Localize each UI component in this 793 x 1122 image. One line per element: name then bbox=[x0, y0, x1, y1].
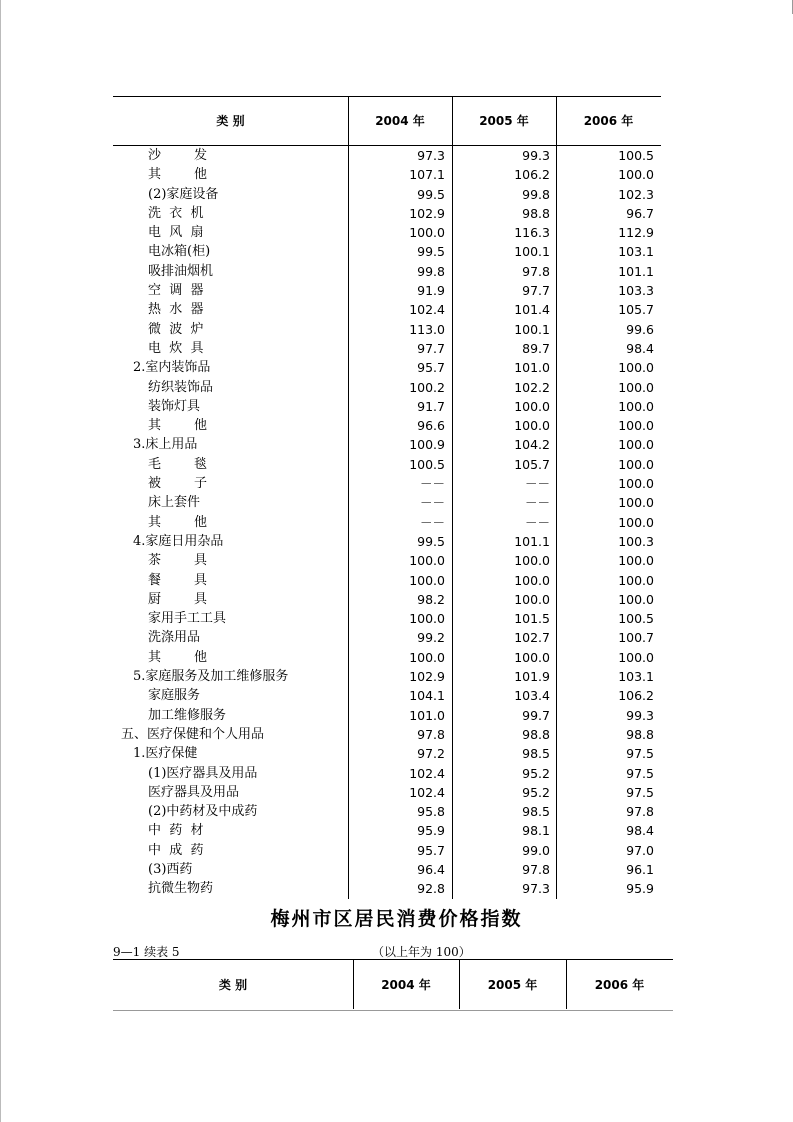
table-row bbox=[113, 783, 661, 802]
value-2006: 102.3 bbox=[618, 186, 654, 202]
row-label: 热 水 器 bbox=[148, 302, 204, 318]
row-label: 中 成 药 bbox=[148, 842, 204, 858]
value-2005: 97.8 bbox=[522, 861, 550, 877]
value-2004: 102.4 bbox=[409, 765, 445, 781]
value-2004: 104.1 bbox=[409, 688, 445, 704]
value-2004: 96.4 bbox=[417, 861, 445, 877]
value-2005: －－ bbox=[524, 495, 550, 511]
value-2005: 98.5 bbox=[522, 804, 550, 820]
value-2006: 100.0 bbox=[618, 379, 654, 395]
value-2005: 99.0 bbox=[522, 842, 550, 858]
row-label: 其 他 bbox=[148, 649, 208, 665]
row-label: 其 他 bbox=[148, 418, 208, 434]
value-2006: 100.0 bbox=[618, 495, 654, 511]
table-row bbox=[113, 628, 661, 647]
value-2004: 102.9 bbox=[409, 205, 445, 221]
value-2005: 101.0 bbox=[514, 360, 550, 376]
value-2006: 100.0 bbox=[618, 591, 654, 607]
value-2006: 97.5 bbox=[626, 765, 654, 781]
row-label: (2)中药材及中成药 bbox=[148, 804, 258, 820]
table-row bbox=[113, 320, 661, 339]
value-2006: 97.8 bbox=[626, 804, 654, 820]
table-row bbox=[113, 262, 661, 281]
row-label: 空 调 器 bbox=[148, 283, 204, 299]
value-2005: 101.5 bbox=[514, 611, 550, 627]
value-2005: 102.2 bbox=[514, 379, 550, 395]
value-2006: 100.0 bbox=[618, 572, 654, 588]
value-2005: 98.1 bbox=[522, 823, 550, 839]
table-row bbox=[113, 513, 661, 532]
value-2004: 97.7 bbox=[417, 340, 445, 356]
table-row bbox=[113, 223, 661, 242]
value-2006: 98.8 bbox=[626, 726, 654, 742]
row-label: 茶 具 bbox=[148, 553, 208, 569]
row-label: 中 药 材 bbox=[148, 823, 204, 839]
value-2004: 91.9 bbox=[417, 283, 445, 299]
row-label: 被 子 bbox=[148, 476, 208, 492]
table-row bbox=[113, 744, 661, 763]
value-2004: －－ bbox=[419, 476, 445, 492]
value-2005: 100.0 bbox=[514, 398, 550, 414]
base-note: （以上年为 100） bbox=[372, 945, 471, 959]
value-2006: 100.0 bbox=[618, 514, 654, 530]
table-row bbox=[113, 378, 661, 397]
table-row bbox=[113, 185, 661, 204]
value-2004: 101.0 bbox=[409, 707, 445, 723]
value-2004: 100.0 bbox=[409, 553, 445, 569]
value-2005: 98.5 bbox=[522, 746, 550, 762]
row-label: (1)医疗器具及用品 bbox=[148, 765, 258, 781]
value-2005: 99.8 bbox=[522, 186, 550, 202]
table-row bbox=[113, 821, 661, 840]
table-row bbox=[113, 435, 661, 454]
header-2005: 2005 年 bbox=[487, 978, 538, 992]
value-2005: 105.7 bbox=[514, 456, 550, 472]
value-2005: 97.7 bbox=[522, 283, 550, 299]
row-label: 沙 发 bbox=[148, 148, 208, 163]
row-label: 餐 具 bbox=[148, 572, 208, 588]
value-2004: 97.2 bbox=[417, 746, 445, 762]
value-2004: 102.4 bbox=[409, 302, 445, 318]
value-2006: 99.6 bbox=[626, 321, 654, 337]
table-row bbox=[113, 358, 661, 377]
row-label: 电冰箱(柜) bbox=[148, 244, 211, 260]
value-2006: 100.5 bbox=[618, 611, 654, 627]
table-row bbox=[113, 571, 661, 590]
column-divider bbox=[348, 96, 349, 899]
value-2006: 99.3 bbox=[626, 707, 654, 723]
value-2004: 100.9 bbox=[409, 437, 445, 453]
table-row bbox=[113, 725, 661, 744]
value-2004: 99.5 bbox=[417, 244, 445, 260]
value-2004: 95.7 bbox=[417, 360, 445, 376]
table-row bbox=[113, 416, 661, 435]
table-row bbox=[113, 532, 661, 551]
value-2004: 100.0 bbox=[409, 611, 445, 627]
value-2006: 103.3 bbox=[618, 283, 654, 299]
table-row bbox=[113, 455, 661, 474]
value-2004: －－ bbox=[419, 514, 445, 530]
continued-table bbox=[113, 959, 673, 1011]
row-label: 洗涤用品 bbox=[148, 630, 201, 646]
value-2005: 97.3 bbox=[522, 881, 550, 897]
value-2006: 97.5 bbox=[626, 746, 654, 762]
value-2004: 99.5 bbox=[417, 533, 445, 549]
row-label: 加工维修服务 bbox=[148, 707, 227, 723]
row-label: 纺织装饰品 bbox=[148, 379, 214, 395]
value-2006: 100.0 bbox=[618, 649, 654, 665]
value-2006: 112.9 bbox=[618, 225, 654, 241]
value-2006: 98.4 bbox=[626, 340, 654, 356]
value-2004: 99.8 bbox=[417, 263, 445, 279]
value-2006: 98.4 bbox=[626, 823, 654, 839]
value-2005: 101.9 bbox=[514, 669, 550, 685]
row-label: 2.室内装饰品 bbox=[133, 360, 211, 376]
value-2004: 92.8 bbox=[417, 881, 445, 897]
value-2006: 100.0 bbox=[618, 553, 654, 569]
value-2004: 100.0 bbox=[409, 649, 445, 665]
value-2005: 100.1 bbox=[514, 244, 550, 260]
value-2005: 100.0 bbox=[514, 553, 550, 569]
value-2005: 99.7 bbox=[522, 707, 550, 723]
value-2004: 95.7 bbox=[417, 842, 445, 858]
value-2005: 98.8 bbox=[522, 205, 550, 221]
row-label: 五、医疗保健和个人用品 bbox=[121, 726, 265, 742]
table-header bbox=[113, 959, 673, 1011]
value-2006: 100.7 bbox=[618, 630, 654, 646]
row-label: (3)西药 bbox=[148, 861, 193, 877]
table-row bbox=[113, 281, 661, 300]
value-2004: 100.0 bbox=[409, 572, 445, 588]
value-2006: 100.0 bbox=[618, 476, 654, 492]
value-2006: 106.2 bbox=[618, 688, 654, 704]
value-2005: 116.3 bbox=[514, 225, 550, 241]
table-number: 9—1 续表 5 bbox=[113, 945, 180, 959]
value-2006: 100.0 bbox=[618, 456, 654, 472]
value-2005: 100.0 bbox=[514, 591, 550, 607]
value-2005: 101.1 bbox=[514, 533, 550, 549]
row-label: 家庭服务 bbox=[148, 688, 201, 704]
table-row bbox=[113, 493, 661, 512]
table-row bbox=[113, 551, 661, 570]
page-edge-line bbox=[0, 0, 1, 1122]
value-2006: 95.9 bbox=[626, 881, 654, 897]
row-label: 5.家庭服务及加工维修服务 bbox=[133, 669, 289, 685]
table-row bbox=[113, 764, 661, 783]
value-2004: 100.2 bbox=[409, 379, 445, 395]
row-label: 1.医疗保健 bbox=[133, 746, 198, 762]
table-row bbox=[113, 802, 661, 821]
table-row bbox=[113, 706, 661, 725]
table-row bbox=[113, 339, 661, 358]
column-divider bbox=[459, 959, 460, 1009]
value-2006: 100.5 bbox=[618, 148, 654, 163]
value-2004: 95.9 bbox=[417, 823, 445, 839]
table-header bbox=[113, 96, 661, 146]
header-2006: 2006 年 bbox=[583, 114, 634, 128]
column-divider bbox=[556, 96, 557, 899]
value-2006: 100.0 bbox=[618, 360, 654, 376]
value-2005: 101.4 bbox=[514, 302, 550, 318]
header-2005: 2005 年 bbox=[479, 114, 529, 128]
value-2004: －－ bbox=[419, 495, 445, 511]
value-2006: 97.5 bbox=[626, 784, 654, 800]
table-row bbox=[113, 204, 661, 223]
table-row bbox=[113, 300, 661, 319]
value-2005: －－ bbox=[524, 476, 550, 492]
value-2005: 95.2 bbox=[522, 765, 550, 781]
table-row bbox=[113, 590, 661, 609]
value-2004: 91.7 bbox=[417, 398, 445, 414]
row-label: 医疗器具及用品 bbox=[148, 784, 240, 800]
table-row bbox=[113, 667, 661, 686]
value-2006: 97.0 bbox=[626, 842, 654, 858]
table-row bbox=[113, 242, 661, 261]
value-2005: －－ bbox=[524, 514, 550, 530]
value-2005: 89.7 bbox=[522, 340, 550, 356]
value-2004: 96.6 bbox=[417, 418, 445, 434]
row-label: 家用手工工具 bbox=[148, 611, 227, 627]
row-label: 其 他 bbox=[148, 167, 208, 183]
value-2006: 100.0 bbox=[618, 398, 654, 414]
table-row bbox=[113, 648, 661, 667]
value-2006: 103.1 bbox=[618, 669, 654, 685]
table-row bbox=[113, 686, 661, 705]
value-2004: 97.8 bbox=[417, 726, 445, 742]
value-2006: 105.7 bbox=[618, 302, 654, 318]
table-row bbox=[113, 165, 661, 184]
value-2004: 107.1 bbox=[409, 167, 445, 183]
row-label: 洗 衣 机 bbox=[148, 205, 204, 221]
value-2005: 103.4 bbox=[514, 688, 550, 704]
value-2005: 100.0 bbox=[514, 649, 550, 665]
row-label: 厨 具 bbox=[148, 591, 208, 607]
header-2004: 2004 年 bbox=[381, 978, 431, 992]
row-label: 床上套件 bbox=[148, 495, 201, 511]
value-2004: 99.2 bbox=[417, 630, 445, 646]
value-2006: 96.1 bbox=[626, 861, 654, 877]
row-label: 4.家庭日用杂品 bbox=[133, 533, 224, 549]
header-category: 类 别 bbox=[218, 978, 248, 992]
value-2005: 100.0 bbox=[514, 418, 550, 434]
table-row bbox=[113, 397, 661, 416]
row-label: 装饰灯具 bbox=[148, 398, 201, 414]
row-label: 电 风 扇 bbox=[148, 225, 204, 241]
header-2004: 2004 年 bbox=[375, 114, 425, 128]
value-2004: 100.0 bbox=[409, 225, 445, 241]
value-2006: 103.1 bbox=[618, 244, 654, 260]
page-title: 梅州市区居民消费价格指数 bbox=[270, 908, 523, 930]
value-2006: 96.7 bbox=[626, 205, 654, 221]
value-2006: 100.3 bbox=[618, 533, 654, 549]
table-row bbox=[113, 879, 661, 898]
table-body bbox=[113, 146, 661, 899]
value-2004: 102.9 bbox=[409, 669, 445, 685]
row-label: 毛 毯 bbox=[148, 456, 208, 472]
value-2005: 95.2 bbox=[522, 784, 550, 800]
row-label: 抗微生物药 bbox=[148, 881, 214, 897]
table-row bbox=[113, 146, 661, 165]
column-divider bbox=[566, 959, 567, 1009]
value-2005: 100.1 bbox=[514, 321, 550, 337]
table-row bbox=[113, 841, 661, 860]
value-2004: 98.2 bbox=[417, 591, 445, 607]
column-divider bbox=[452, 96, 453, 899]
value-2004: 102.4 bbox=[409, 784, 445, 800]
value-2005: 99.3 bbox=[522, 148, 550, 163]
value-2006: 101.1 bbox=[618, 263, 654, 279]
value-2005: 102.7 bbox=[514, 630, 550, 646]
row-label: 3.床上用品 bbox=[133, 437, 198, 453]
value-2004: 113.0 bbox=[409, 321, 445, 337]
value-2005: 104.2 bbox=[514, 437, 550, 453]
value-2005: 97.8 bbox=[522, 263, 550, 279]
value-2005: 100.0 bbox=[514, 572, 550, 588]
value-2006: 100.0 bbox=[618, 418, 654, 434]
value-2004: 99.5 bbox=[417, 186, 445, 202]
row-label: 电 炊 具 bbox=[148, 340, 204, 356]
table-row bbox=[113, 860, 661, 879]
value-2005: 98.8 bbox=[522, 726, 550, 742]
column-divider bbox=[353, 959, 354, 1009]
header-category: 类 别 bbox=[216, 114, 245, 128]
value-2006: 100.0 bbox=[618, 437, 654, 453]
table-row bbox=[113, 609, 661, 628]
value-2004: 100.5 bbox=[409, 456, 445, 472]
value-2005: 106.2 bbox=[514, 167, 550, 183]
price-index-table bbox=[113, 96, 661, 899]
row-label: (2)家庭设备 bbox=[148, 186, 219, 202]
table-row bbox=[113, 474, 661, 493]
row-label: 吸排油烟机 bbox=[148, 263, 214, 279]
row-label: 微 波 炉 bbox=[148, 321, 204, 337]
value-2006: 100.0 bbox=[618, 167, 654, 183]
value-2004: 97.3 bbox=[417, 148, 445, 163]
header-2006: 2006 年 bbox=[594, 978, 645, 992]
value-2004: 95.8 bbox=[417, 804, 445, 820]
row-label: 其 他 bbox=[148, 514, 208, 530]
